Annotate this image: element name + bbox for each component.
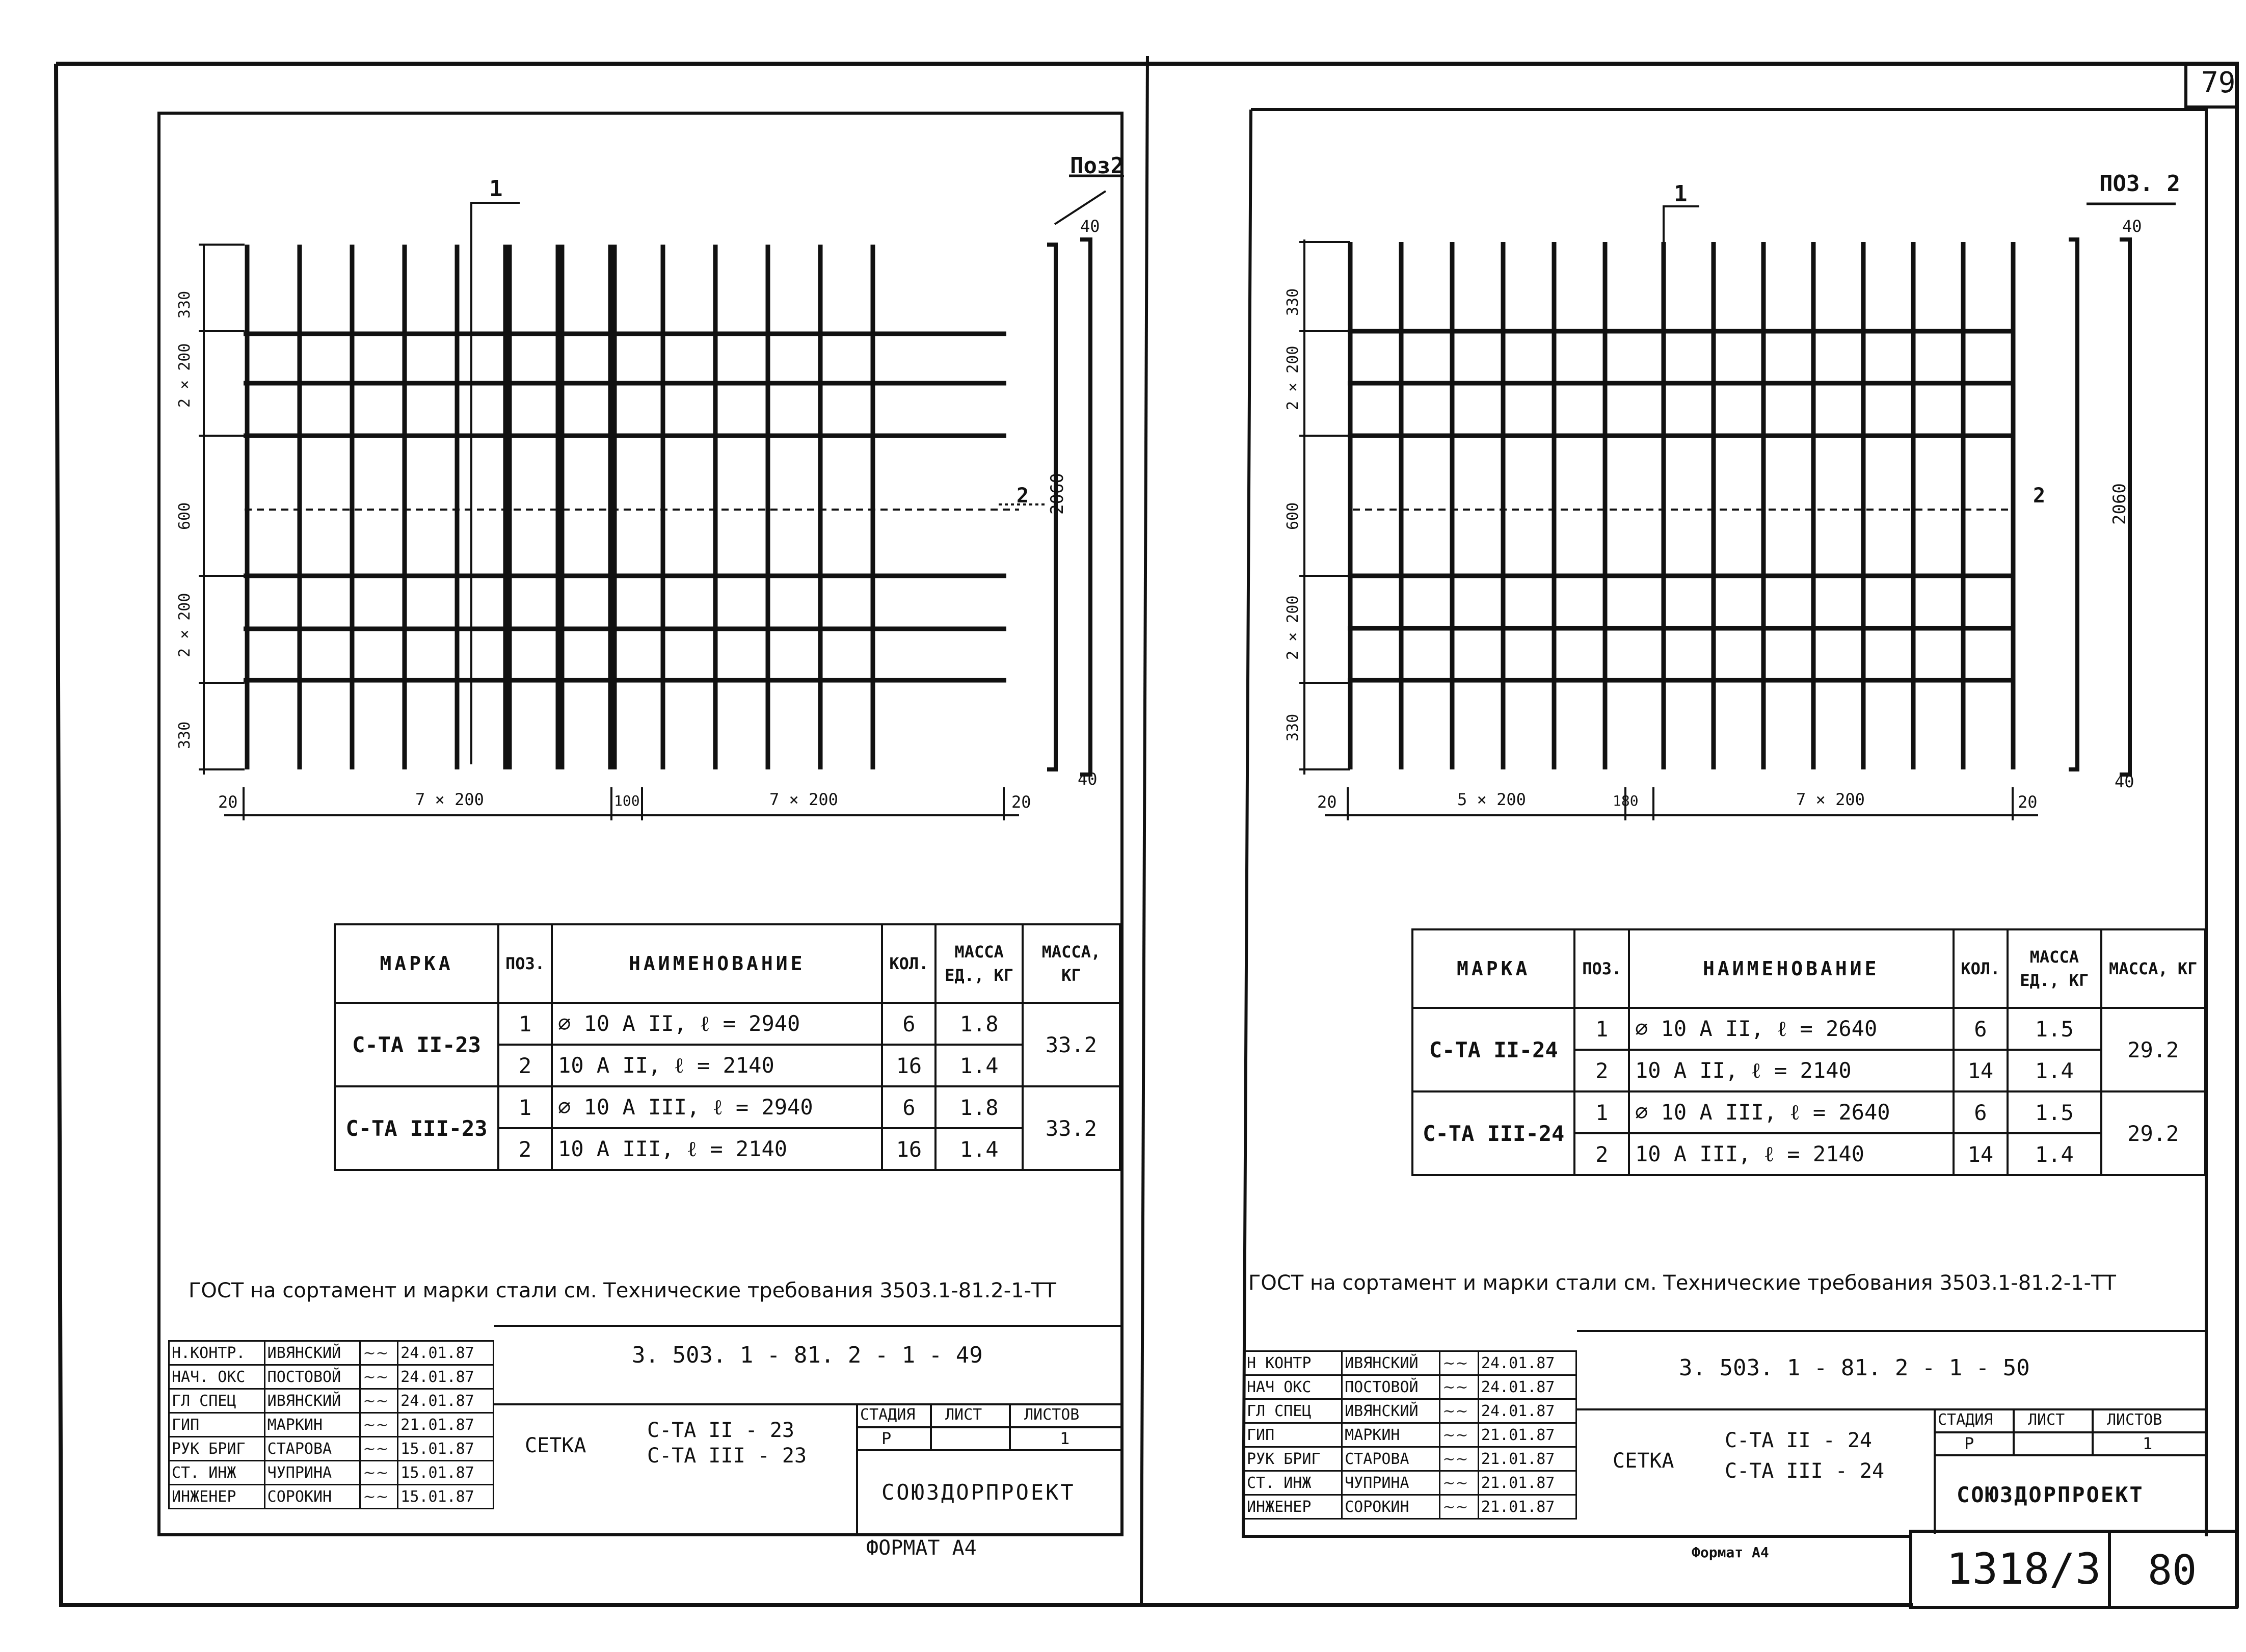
signature: ~~ [1440,1351,1479,1375]
left-item-unit-mass: 1.8 [935,1086,1022,1128]
page-number-bottom: 80 [2148,1547,2197,1594]
left-dim-h-4: 7 × 200 [769,790,838,809]
right-stamp-org: СОЮЗДОРПРОЕКТ [1957,1482,2144,1507]
left-stamp-mark-2: С-ТА III - 23 [647,1444,807,1468]
left-dim-v-2: 2 × 200 [176,343,194,408]
right-item-qty: 14 [1954,1050,2008,1091]
right-dim-h-4: 7 × 200 [1796,790,1865,809]
left-dim-total: 2060 [1047,473,1067,515]
left-item-unit-mass: 1.8 [935,1003,1022,1045]
right-th-name: НАИМЕНОВАНИЕ [1629,929,1954,1008]
stamp-name: ПОСТОВОЙ [264,1365,360,1389]
right-dim-h-2: 5 × 200 [1457,790,1526,809]
right-item-qty: 14 [1954,1133,2008,1175]
left-th-unit-mass: МАССА ЕД., КГ [935,924,1022,1003]
left-pos: 2 [498,1045,552,1086]
stamp-role: ИНЖЕНЕР [169,1485,265,1509]
signature: ~~ [1440,1471,1479,1495]
right-stamp-stage-label: СТАДИЯ [1938,1411,1993,1429]
left-stamp-sheets: 1 [1060,1429,1070,1448]
left-stamp-code: 3. 503. 1 - 81. 2 - 1 - 49 [632,1342,983,1368]
left-mark-2: С-ТА III-23 [335,1086,498,1170]
right-callout-poz2: ПОЗ. 2 [2099,171,2180,197]
right-pos: 1 [1574,1091,1629,1133]
signature: ~~ [1440,1375,1479,1399]
right-dim-v-1: 330 [1284,288,1302,316]
stamp-name: СОРОКИН [1342,1495,1440,1519]
left-pos: 2 [498,1128,552,1170]
right-item-qty: 6 [1954,1091,2008,1133]
left-callout-2: 2 [1017,484,1029,508]
left-item-qty: 16 [882,1045,935,1086]
left-inner-frame [159,113,1122,1535]
left-item-qty: 6 [882,1003,935,1045]
right-mark-1-mass: 29.2 [2101,1008,2206,1091]
signature: ~~ [360,1413,398,1437]
left-dim-h-1: 20 [218,792,238,812]
signature: ~~ [1440,1495,1479,1519]
signature: ~~ [360,1461,398,1485]
stamp-role: ГИП [1244,1423,1342,1447]
right-dim-total: 2060 [2109,483,2130,525]
stamp-role: СТ. ИНЖ [1244,1471,1342,1495]
signature: ~~ [360,1485,398,1509]
right-dim-v-2: 2 × 200 [1284,345,1302,410]
left-stamp-stage: Р [881,1429,892,1448]
stamp-role: ГЛ СПЕЦ [169,1389,265,1413]
stamp-date: 21.01.87 [1478,1471,1576,1495]
left-pos: 1 [498,1086,552,1128]
right-item-name: 10 A II, ℓ = 2140 [1629,1050,1954,1091]
right-pos: 1 [1574,1008,1629,1050]
stamp-date: 24.01.87 [1478,1399,1576,1423]
left-stamp-sheets-label: ЛИСТОВ [1024,1406,1080,1424]
right-dim-v-3: 600 [1284,502,1302,530]
stamp-name: ПОСТОВОЙ [1342,1375,1440,1399]
stamp-name: ИВЯНСКИЙ [264,1341,360,1365]
signature: ~~ [360,1341,398,1365]
left-stamp-staff [168,1340,494,1509]
left-th-name: НАИМЕНОВАНИЕ [552,924,882,1003]
sheet-divider [1141,56,1147,1605]
right-th-qty: КОЛ. [1954,929,2008,1008]
signature: ~~ [360,1389,398,1413]
left-th-mass: МАССА, КГ [1023,924,1120,1003]
right-item-name: ∅ 10 A II, ℓ = 2640 [1629,1008,1954,1050]
left-dim-v-4: 2 × 200 [176,593,194,657]
stamp-date: 21.01.87 [1478,1447,1576,1471]
stamp-name: МАРКИН [1342,1423,1440,1447]
right-stamp-mark-2: С-ТА III - 24 [1725,1459,1885,1483]
left-stamp-sheet-label: ЛИСТ [945,1406,982,1424]
left-th-mark: МАРКА [335,924,498,1003]
left-stamp-org: СОЮЗДОРПРОЕКТ [881,1480,1076,1505]
right-dim-v-5: 330 [1284,713,1302,741]
left-stamp-mark-1: С-ТА II - 23 [647,1419,794,1442]
signature: ~~ [360,1437,398,1461]
right-dim-h-1: 20 [1317,792,1337,812]
left-dim-top-40: 40 [1080,217,1100,236]
left-spec-table [334,923,1121,1171]
left-th-pos: ПОЗ. [498,924,552,1003]
left-dim-h-5: 20 [1011,792,1031,812]
stamp-date: 21.01.87 [1478,1495,1576,1519]
signature: ~~ [1440,1399,1479,1423]
stamp-role: НАЧ. ОКС [169,1365,265,1389]
right-dim-h-3: 180 [1613,792,1639,809]
left-callout-1: 1 [489,176,503,202]
left-callout-poz2: Поз2 [1070,153,1124,179]
stamp-role: РУК БРИГ [1244,1447,1342,1471]
right-stamp-title: СЕТКА [1613,1449,1674,1473]
stamp-name: СТАРОВА [264,1437,360,1461]
left-item-qty: 16 [882,1128,935,1170]
left-item-unit-mass: 1.4 [935,1045,1022,1086]
right-th-mark: МАРКА [1412,929,1574,1008]
right-stamp-sheets: 1 [2143,1434,2153,1453]
right-item-unit-mass: 1.4 [2008,1050,2101,1091]
right-stamp-staff [1243,1350,1577,1520]
stamp-name: ИВЯНСКИЙ [264,1389,360,1413]
left-item-name: ∅ 10 A II, ℓ = 2940 [552,1003,882,1045]
page-number-top: 79 [2201,66,2236,99]
right-stamp-stage: Р [1964,1434,1974,1453]
left-item-name: 10 A II, ℓ = 2140 [552,1045,882,1086]
right-item-name: 10 A III, ℓ = 2140 [1629,1133,1954,1175]
right-stamp-body [1577,1330,2206,1536]
right-dim-top-40: 40 [2122,217,2142,236]
left-note: ГОСТ на сортамент и марки стали см. Технические требования 3503.1-81.2-1-ТТ [189,1279,1056,1302]
right-mark-2-mass: 29.2 [2101,1091,2206,1175]
left-mark-1-mass: 33.2 [1023,1003,1120,1086]
stamp-role: РУК БРИГ [169,1437,265,1461]
right-dim-v-4: 2 × 200 [1284,595,1302,660]
left-mesh [244,245,1006,769]
stamp-name: МАРКИН [264,1413,360,1437]
stamp-date: 24.01.87 [398,1365,494,1389]
right-item-unit-mass: 1.4 [2008,1133,2101,1175]
right-th-pos: ПОЗ. [1574,929,1629,1008]
right-callout-1: 1 [1674,181,1688,207]
stamp-name: ЧУПРИНА [264,1461,360,1485]
left-mark-1: С-ТА II-23 [335,1003,498,1086]
stamp-role: Н.КОНТР. [169,1341,265,1365]
stamp-date: 15.01.87 [398,1461,494,1485]
left-bracket-outer [1080,239,1090,775]
stamp-date: 24.01.87 [398,1341,494,1365]
left-pos: 1 [498,1003,552,1045]
left-item-name: 10 A III, ℓ = 2140 [552,1128,882,1170]
left-th-qty: КОЛ. [882,924,935,1003]
right-bracket-inner [2069,239,2077,769]
left-stamp-body [494,1325,1122,1536]
signature: ~~ [1440,1423,1479,1447]
right-pos: 2 [1574,1133,1629,1175]
stamp-date: 15.01.87 [398,1437,494,1461]
right-stamp-sheet-label: ЛИСТ [2028,1411,2065,1429]
right-item-qty: 6 [1954,1008,2008,1050]
left-item-unit-mass: 1.4 [935,1128,1022,1170]
left-mark-2-mass: 33.2 [1023,1086,1120,1170]
right-stamp-sheets-label: ЛИСТОВ [2107,1411,2162,1429]
right-format: Формат А4 [1692,1544,1769,1561]
left-dim-v-1: 330 [176,290,194,318]
right-stamp-mark-1: С-ТА II - 24 [1725,1429,1872,1452]
right-item-unit-mass: 1.5 [2008,1091,2101,1133]
left-dim-v-3: 600 [176,502,194,530]
signature: ~~ [360,1365,398,1389]
left-dim-h-2: 7 × 200 [415,790,484,809]
stamp-name: СТАРОВА [1342,1447,1440,1471]
right-mark-2: С-ТА III-24 [1412,1091,1574,1175]
left-item-qty: 6 [882,1086,935,1128]
right-mesh [1348,242,2013,769]
stamp-date: 15.01.87 [398,1485,494,1509]
right-inner-frame [1243,110,2206,1536]
stamp-date: 24.01.87 [398,1389,494,1413]
stamp-date: 21.01.87 [398,1413,494,1437]
right-dim-bottom-40: 40 [2115,772,2134,791]
right-spec-table [1411,928,2206,1176]
stamp-name: ЧУПРИНА [1342,1471,1440,1495]
right-item-name: ∅ 10 A III, ℓ = 2640 [1629,1091,1954,1133]
stamp-role: ИНЖЕНЕР [1244,1495,1342,1519]
left-stamp-title: СЕТКА [525,1434,586,1457]
stamp-role: СТ. ИНЖ [169,1461,265,1485]
left-item-name: ∅ 10 A III, ℓ = 2940 [552,1086,882,1128]
left-dim-bottom-40: 40 [1078,769,1098,789]
stamp-name: ИВЯНСКИЙ [1342,1399,1440,1423]
stamp-date: 24.01.87 [1478,1375,1576,1399]
right-dim-h-5: 20 [2018,792,2038,812]
stamp-date: 21.01.87 [1478,1423,1576,1447]
right-item-unit-mass: 1.5 [2008,1008,2101,1050]
stamp-role: ГЛ СПЕЦ [1244,1399,1342,1423]
left-stamp-stage-label: СТАДИЯ [860,1406,916,1424]
inventory-number: 1318/3 [1946,1544,2101,1594]
left-format: ФОРМАТ А4 [866,1536,977,1560]
right-callout-2: 2 [2033,484,2046,508]
stamp-name: СОРОКИН [264,1485,360,1509]
right-pos: 2 [1574,1050,1629,1091]
stamp-date: 24.01.87 [1478,1351,1576,1375]
right-note: ГОСТ на сортамент и марки стали см. Технические требования 3503.1-81.2-1-ТТ [1248,1271,2116,1295]
right-stamp-code: 3. 503. 1 - 81. 2 - 1 - 50 [1679,1355,2030,1381]
stamp-role: НАЧ ОКС [1244,1375,1342,1399]
left-dim-h-3: 100 [614,792,640,809]
stamp-name: ИВЯНСКИЙ [1342,1351,1440,1375]
signature: ~~ [1440,1447,1479,1471]
left-dim-v-5: 330 [176,721,194,749]
right-mark-1: С-ТА II-24 [1412,1008,1574,1091]
right-th-unit-mass: МАССА ЕД., КГ [2008,929,2101,1008]
stamp-role: ГИП [169,1413,265,1437]
right-th-mass: МАССА, КГ [2101,929,2206,1008]
stamp-role: Н КОНТР [1244,1351,1342,1375]
